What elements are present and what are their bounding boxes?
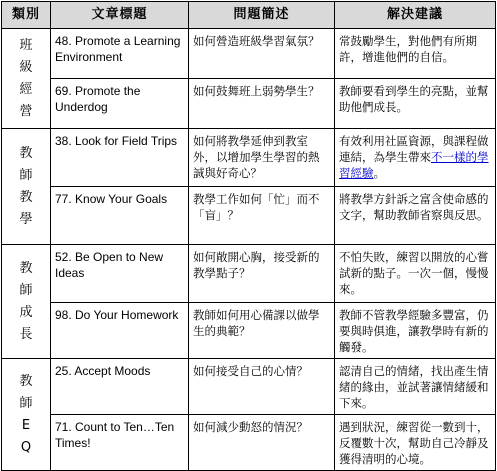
solution-cell: 不怕失敗，練習以開放的心嘗試新的點子。一次一個，慢慢來。 <box>335 245 496 303</box>
solution-cell: 遇到狀況，練習從一數到十，反覆數十次，幫助自己冷靜及獲得清明的心境。 <box>335 415 496 471</box>
solution-cell <box>335 129 496 187</box>
question-cell: 教師如何用心備課以做學生的典範？ <box>189 303 335 359</box>
solution-cell: 認清自己的情緒，找出產生情緒的緣由，並試著讓情緒緩和下來。 <box>335 359 496 415</box>
solution-cell: 常鼓勵學生，對他們有所期許，增進他們的自信。 <box>335 29 496 79</box>
question-cell: 如何鼓舞班上弱勢學生？ <box>189 79 335 129</box>
question-cell: 如何接受自己的心情？ <box>189 359 335 415</box>
category-label: 教師教學 <box>19 145 33 227</box>
article-title-cell: 25. Accept Moods <box>51 359 189 415</box>
article-title-cell: 98. Do Your Homework <box>51 303 189 359</box>
header-row <box>2 2 496 29</box>
table-row <box>2 245 496 303</box>
solution-cell: 教師不管教學經驗多豐富，仍要與時俱進，讓教學時有新的觸發。 <box>335 303 496 359</box>
question-cell: 如何營造班級學習氣氛？ <box>189 29 335 79</box>
header-question-summary: 問題簡述 <box>189 2 335 29</box>
category-cell <box>2 29 51 129</box>
article-title-cell: 69. Promote the Underdog <box>51 79 189 129</box>
question-cell: 如何將教學延伸到教室外，以增加學生學習的熱誠與好奇心？ <box>189 129 335 187</box>
solution-cell: 教師要看到學生的亮點，並幫助他們成長。 <box>335 79 496 129</box>
category-label: 教師成長 <box>19 260 33 342</box>
table-row <box>2 359 496 415</box>
question-cell: 如何減少動怒的情況？ <box>189 415 335 471</box>
header-article-title: 文章標題 <box>51 2 189 29</box>
table-row <box>2 29 496 79</box>
article-title-cell: 48. Promote a Learning Environment <box>51 29 189 79</box>
table-row <box>2 303 496 359</box>
category-cell <box>2 359 51 471</box>
table-row <box>2 415 496 471</box>
article-title-cell: 71. Count to Ten…Ten Times! <box>51 415 189 471</box>
category-label: 班級經營 <box>19 37 33 119</box>
question-cell: 教學工作如何「忙」而不「盲」？ <box>189 187 335 245</box>
article-title-cell: 77. Know Your Goals <box>51 187 189 245</box>
table-row <box>2 187 496 245</box>
category-cell <box>2 245 51 359</box>
header-category: 類別 <box>2 2 51 29</box>
table-row <box>2 79 496 129</box>
category-label: 教師EQ <box>19 373 33 455</box>
question-cell: 如何敞開心胸，接受新的教學點子？ <box>189 245 335 303</box>
solution-text-end: 。 <box>373 166 385 180</box>
solution-text: 有效利用社區資源，與課程做連結，為學生帶來 <box>339 134 489 164</box>
table-row <box>2 129 496 187</box>
header-solution: 解決建議 <box>335 2 496 29</box>
article-title-cell: 38. Look for Field Trips <box>51 129 189 187</box>
category-cell <box>2 129 51 245</box>
article-title-cell: 52. Be Open to New Ideas <box>51 245 189 303</box>
learning-experience-link[interactable]: 不一樣的學習經驗 <box>339 150 489 180</box>
solution-cell: 將教學方針訴之富含使命感的文字，幫助教師省察與反思。 <box>335 187 496 245</box>
topics-table <box>1 1 496 471</box>
